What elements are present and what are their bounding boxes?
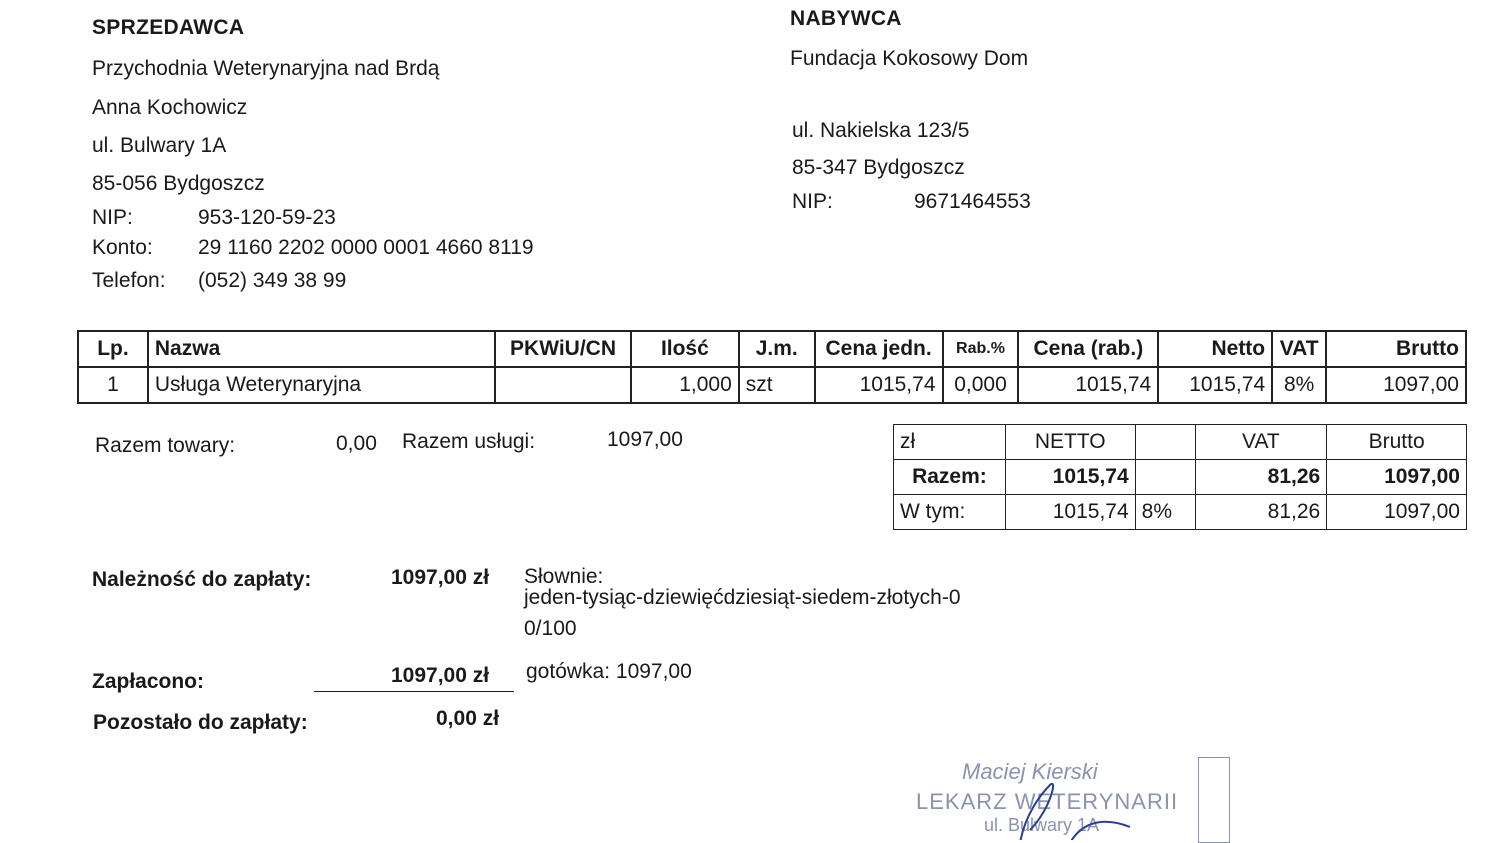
cell-qty: 1,000 xyxy=(631,367,739,403)
totals-sum-label: Razem: xyxy=(894,460,1006,495)
col-qty: Ilość xyxy=(631,331,739,367)
totals-sum-gross: 1097,00 xyxy=(1327,460,1467,495)
seller-phone-row xyxy=(92,269,346,293)
col-name: Nazwa xyxy=(148,331,495,367)
items-header-row xyxy=(78,331,1466,367)
buyer-name: Fundacja Kokosowy Dom xyxy=(790,47,1029,70)
buyer-heading: NABYWCA xyxy=(790,7,902,30)
col-unit-price: Cena jedn. xyxy=(815,331,943,367)
col-lp: Lp. xyxy=(78,331,148,367)
cell-lp: 1 xyxy=(78,367,148,403)
table-row xyxy=(78,367,1466,403)
seller-nip-row xyxy=(92,206,336,230)
seller-heading: SPRZEDAWCA xyxy=(92,16,245,39)
totals-sum-net: 1015,74 xyxy=(1005,460,1135,495)
totals-header-row xyxy=(894,425,1467,460)
seller-nip-label: NIP: xyxy=(92,206,133,229)
cell-unit-price: 1015,74 xyxy=(815,367,943,403)
amount-due-label: Należność do zapłaty: xyxy=(92,568,312,591)
col-unit: J.m. xyxy=(739,331,815,367)
col-gross: Brutto xyxy=(1326,331,1466,367)
totals-of-which-label: W tym: xyxy=(894,495,1006,530)
cell-discount: 0,000 xyxy=(943,367,1019,403)
paid-method: gotówka: 1097,00 xyxy=(526,660,692,683)
totals-vat-header: VAT xyxy=(1195,425,1327,460)
stamp-address: ul. Bulwary 1A xyxy=(984,815,1100,835)
doctor-stamp xyxy=(900,755,1230,840)
totals-of-which-gross: 1097,00 xyxy=(1327,495,1467,530)
paid-value: 1097,00 zł xyxy=(391,664,490,687)
goods-total-label: Razem towary: xyxy=(95,434,236,457)
items-table xyxy=(77,330,1467,404)
seller-name: Przychodnia Weterynaryjna nad Brdą xyxy=(92,57,440,80)
totals-of-which-net: 1015,74 xyxy=(1005,495,1135,530)
seller-account-label: Konto: xyxy=(92,236,153,259)
buyer-nip: 9671464553 xyxy=(914,190,1031,213)
totals-rate-header xyxy=(1135,425,1195,460)
totals-sum-row xyxy=(894,460,1467,495)
amount-in-words-label: Słownie: xyxy=(524,565,604,588)
remaining-value: 0,00 zł xyxy=(436,707,500,730)
goods-total-value: 0,00 xyxy=(336,432,377,455)
cell-price-discounted: 1015,74 xyxy=(1018,367,1158,403)
seller-person: Anna Kochowicz xyxy=(92,96,248,119)
cell-pkwiu xyxy=(495,367,631,403)
buyer-street: ul. Nakielska 123/5 xyxy=(792,119,970,142)
amount-in-words-line2: 0/100 xyxy=(524,617,577,640)
cell-unit: szt xyxy=(739,367,815,403)
signature-scribble xyxy=(900,755,1230,840)
totals-of-which-rate: 8% xyxy=(1135,495,1195,530)
paid-underline xyxy=(314,691,514,692)
stamp-title: LEKARZ WETERYNARII xyxy=(916,789,1179,814)
cell-vat: 8% xyxy=(1272,367,1326,403)
col-net: Netto xyxy=(1158,331,1272,367)
totals-sum-rate xyxy=(1135,460,1195,495)
col-pkwiu: PKWiU/CN xyxy=(495,331,631,367)
totals-currency: zł xyxy=(894,425,1006,460)
buyer-nip-label: NIP: xyxy=(792,190,833,213)
cell-net: 1015,74 xyxy=(1158,367,1272,403)
cell-gross: 1097,00 xyxy=(1326,367,1466,403)
buyer-city: 85-347 Bydgoszcz xyxy=(792,156,965,179)
totals-of-which-vat: 81,26 xyxy=(1195,495,1327,530)
stamp-name: Maciej Kierski xyxy=(962,759,1098,784)
col-vat: VAT xyxy=(1272,331,1326,367)
col-price-discounted: Cena (rab.) xyxy=(1018,331,1158,367)
amount-due-value: 1097,00 zł xyxy=(391,566,490,589)
totals-net-header: NETTO xyxy=(1005,425,1135,460)
paid-label: Zapłacono: xyxy=(92,670,205,693)
totals-sum-vat: 81,26 xyxy=(1195,460,1327,495)
col-discount: Rab.% xyxy=(943,331,1019,367)
cell-name: Usługa Weterynaryjna xyxy=(148,367,495,403)
seller-nip: 953-120-59-23 xyxy=(198,206,336,229)
totals-gross-header: Brutto xyxy=(1327,425,1467,460)
services-total-value: 1097,00 xyxy=(607,428,683,451)
totals-table xyxy=(893,424,1467,530)
seller-street: ul. Bulwary 1A xyxy=(92,134,227,157)
seller-account: 29 1160 2202 0000 0001 4660 8119 xyxy=(198,236,534,259)
buyer-nip-row xyxy=(792,190,1031,214)
services-total-label: Razem usługi: xyxy=(402,430,536,453)
totals-of-which-row xyxy=(894,495,1467,530)
seller-city: 85-056 Bydgoszcz xyxy=(92,172,265,195)
seller-phone: (052) 349 38 99 xyxy=(198,269,347,292)
remaining-label: Pozostało do zapłaty: xyxy=(93,711,308,734)
seller-phone-label: Telefon: xyxy=(92,269,166,292)
amount-in-words-line1: jeden-tysiąc-dziewięćdziesiąt-siedem-złotych-0 xyxy=(524,586,961,609)
seller-account-row xyxy=(92,236,534,260)
